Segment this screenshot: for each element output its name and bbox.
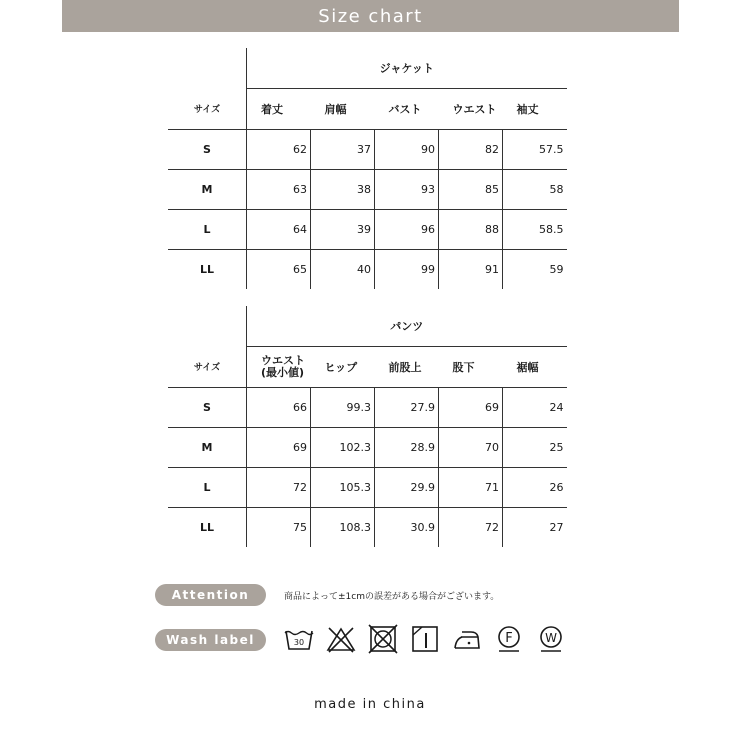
table-row xyxy=(168,388,567,428)
value-cell: 65 xyxy=(247,250,311,290)
column-header: 肩幅 xyxy=(311,89,375,130)
size-cell: L xyxy=(168,210,247,250)
value-cell: 64 xyxy=(247,210,311,250)
table-row xyxy=(168,508,567,548)
size-cell: M xyxy=(168,428,247,468)
size-cell: LL xyxy=(199,521,215,534)
column-header: 前股上 xyxy=(375,347,439,388)
column-header: ヒップ xyxy=(311,347,375,388)
value-cell: 30.9 xyxy=(375,508,439,548)
attention-text: 商品によって±1cmの誤差がある場合がございます。 xyxy=(284,592,500,602)
value-cell: 38 xyxy=(311,170,375,210)
made-in-text: made in china xyxy=(314,697,426,712)
wash-temperature-text: 30 xyxy=(293,638,305,647)
value-cell: 99 xyxy=(375,250,439,290)
value-cell: 90 xyxy=(375,130,439,170)
value-cell: 24 xyxy=(503,388,567,428)
waist-header-line1: ウエスト xyxy=(261,354,305,367)
table-row xyxy=(168,170,567,210)
value-cell: 29.9 xyxy=(375,468,439,508)
value-cell: 40 xyxy=(311,250,375,290)
value-cell: 59 xyxy=(503,250,567,290)
no-tumble-dry-icon xyxy=(368,623,398,655)
waist-header-line2: (最小値) xyxy=(261,366,305,379)
value-cell: 71 xyxy=(439,468,503,508)
value-cell: 27.9 xyxy=(375,388,439,428)
wash-icons xyxy=(284,623,566,655)
size-chart-title: Size chart xyxy=(318,5,423,27)
dry-clean-letter: F xyxy=(505,631,513,646)
value-cell: 72 xyxy=(247,468,311,508)
value-cell: 91 xyxy=(439,250,503,290)
value-cell: 82 xyxy=(439,130,503,170)
value-cell: 88 xyxy=(439,210,503,250)
jacket-group-label: ジャケット xyxy=(247,48,567,89)
wash-30-icon xyxy=(284,623,314,655)
value-cell: 37 xyxy=(311,130,375,170)
pants-group-label: パンツ xyxy=(247,306,567,347)
pants-size-table xyxy=(168,306,567,547)
no-bleach-icon xyxy=(326,623,356,655)
column-header: 着丈 xyxy=(247,89,311,130)
column-header: 股下 xyxy=(439,347,503,388)
table-row xyxy=(168,468,567,508)
wet-clean-letter: W xyxy=(545,631,557,645)
value-cell: 63 xyxy=(247,170,311,210)
jacket-size-table xyxy=(168,48,567,289)
value-cell: 102.3 xyxy=(311,428,375,468)
value-cell: 105.3 xyxy=(311,468,375,508)
value-cell: 58 xyxy=(503,170,567,210)
table-row xyxy=(168,210,567,250)
value-cell: 70 xyxy=(439,428,503,468)
size-column-header: サイズ xyxy=(168,347,247,388)
column-header: バスト xyxy=(375,89,439,130)
size-cell: L xyxy=(168,468,247,508)
column-header: 裾幅 xyxy=(503,347,567,388)
wash-label-badge: Wash label xyxy=(155,629,266,651)
column-header: ウエスト xyxy=(439,89,503,130)
size-cell: S xyxy=(168,388,247,428)
value-cell: 26 xyxy=(503,468,567,508)
value-cell: 39 xyxy=(311,210,375,250)
size-column-header: サイズ xyxy=(168,89,247,130)
line-dry-shade-icon xyxy=(410,623,440,655)
iron-low-icon xyxy=(452,623,482,655)
value-cell: 57.5 xyxy=(503,130,567,170)
column-header: 袖丈 xyxy=(503,89,567,130)
value-cell: 28.9 xyxy=(375,428,439,468)
value-cell: 85 xyxy=(439,170,503,210)
size-chart-header xyxy=(62,0,679,32)
table-corner xyxy=(168,306,247,347)
value-cell: 58.5 xyxy=(503,210,567,250)
value-cell: 96 xyxy=(375,210,439,250)
value-cell: 25 xyxy=(503,428,567,468)
value-cell: 72 xyxy=(439,508,503,548)
value-cell: 99.3 xyxy=(311,388,375,428)
size-cell: S xyxy=(168,130,247,170)
value-cell: 93 xyxy=(375,170,439,210)
table-row xyxy=(168,428,567,468)
size-cell: M xyxy=(168,170,247,210)
attention-badge: Attention xyxy=(155,584,266,606)
wet-clean-w-icon xyxy=(536,623,566,655)
table-corner xyxy=(168,48,247,89)
table-row xyxy=(168,250,567,290)
table-row xyxy=(168,130,567,170)
size-cell: LL xyxy=(199,263,215,276)
column-header xyxy=(247,347,311,388)
value-cell: 66 xyxy=(247,388,311,428)
value-cell: 108.3 xyxy=(311,508,375,548)
value-cell: 69 xyxy=(439,388,503,428)
value-cell: 27 xyxy=(503,508,567,548)
value-cell: 75 xyxy=(247,508,311,548)
value-cell: 69 xyxy=(247,428,311,468)
value-cell: 62 xyxy=(247,130,311,170)
dry-clean-f-icon xyxy=(494,623,524,655)
